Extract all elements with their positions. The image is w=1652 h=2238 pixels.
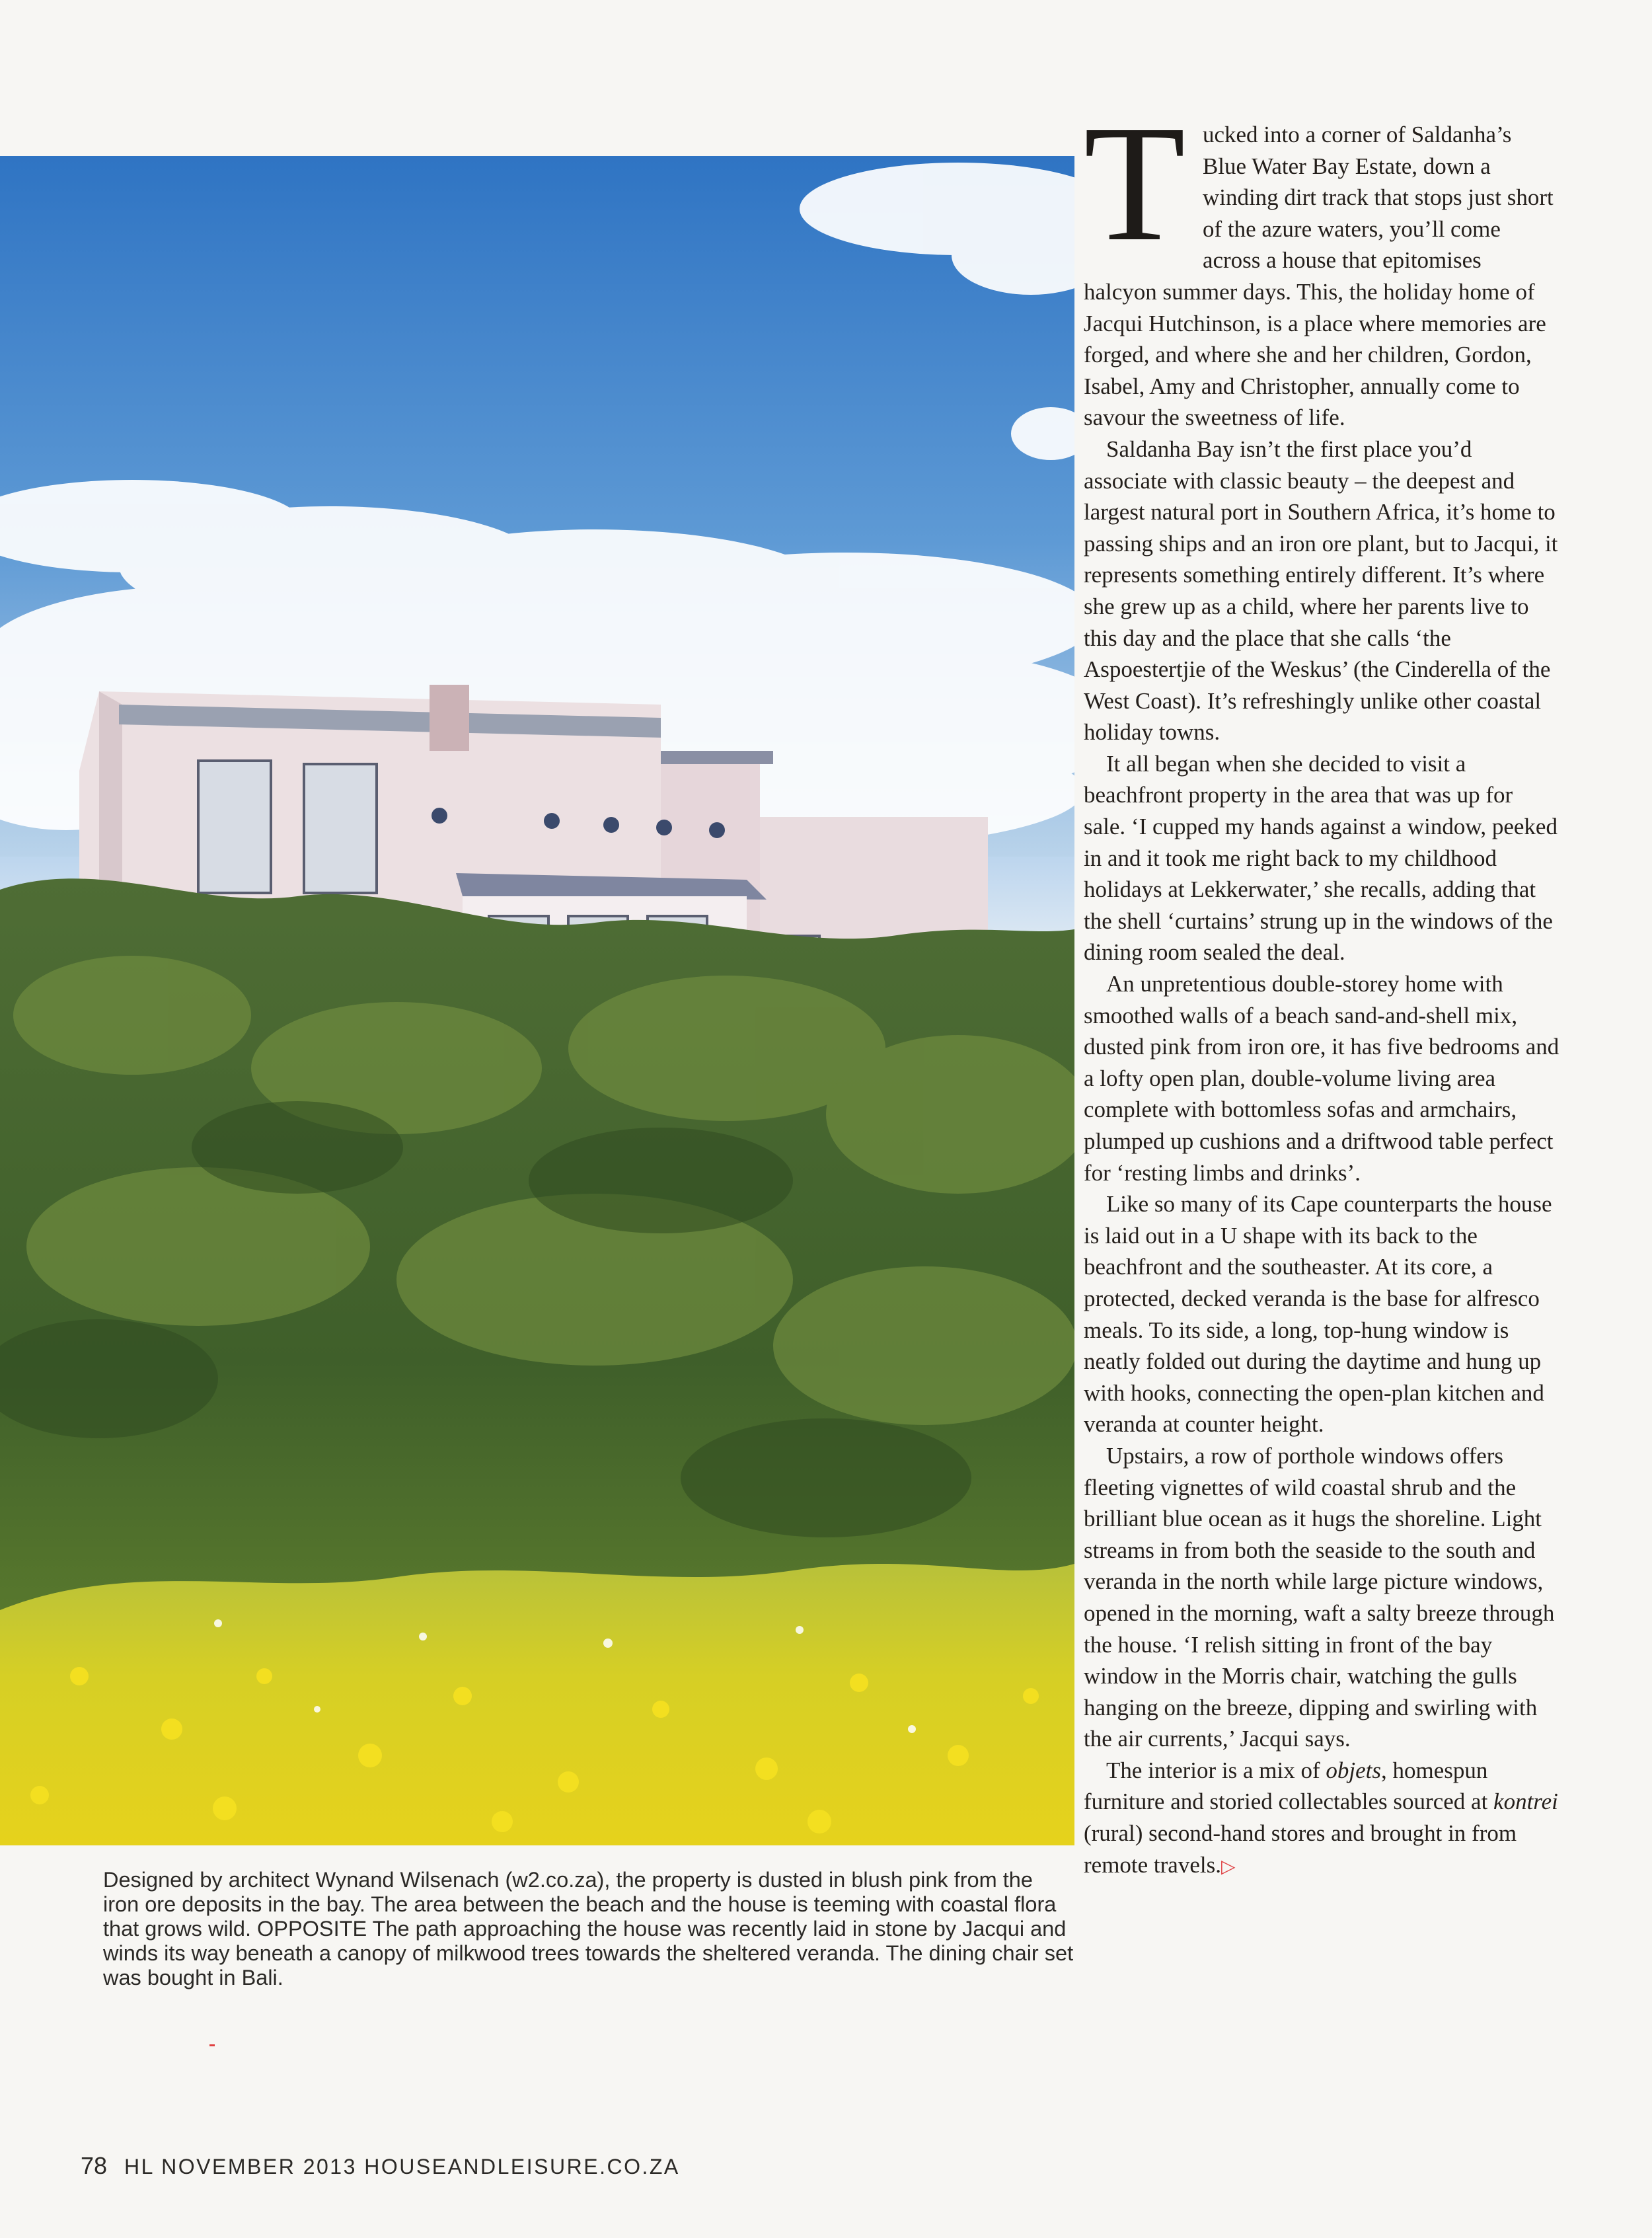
footer-text: HL NOVEMBER 2013 HOUSEANDLEISURE.CO.ZA [124, 2155, 680, 2179]
continue-arrow-icon: ▷ [1220, 1855, 1236, 1877]
photo-caption: Designed by architect Wynand Wilsenach (w2.co.za), the property is dusted in blush pink from the iron ore deposits in the bay. The area between the beach and the house is teeming with coastal flora that grows wild. OPPOSITE The path approaching the house was recently laid in stone by Jacqui and winds its way beneath a canopy of milkwood trees towards the sheltered veranda. The dining chair set was bought in Bali. [103, 1868, 1074, 1989]
paragraph-1-text: ucked into a corner of Saldanha’s Blue Water Bay Estate, down a winding dirt track that stops just short of the azure waters, you’ll come across a house that epitomises halcyon summer days. This, the holiday home of Jacqui Hutchinson, is a place where memories are forged, and where she and her children, Gordon, Isabel, Amy and Christopher, annually come to savour the sweetness of life. [1084, 122, 1554, 431]
paragraph-6: Upstairs, a row of porthole windows offers fleeting vignettes of wild coastal shrub and the brilliant blue ocean as it hugs the shoreline. Light streams in from both the seaside to the south and veranda in the north while large picture windows, opened in the morning, waft a salty breeze through the house. ‘I relish sitting in front of the bay window in the Morris chair, watching the gulls hanging on the breeze, dipping and swirling with the air currents,’ Jacqui says. [1084, 1442, 1555, 1752]
house-photo-illustration [0, 156, 1074, 1845]
paragraph-3: It all began when she decided to visit a beachfront property in the area that was up for sale. ‘I cupped my hands against a window, peeked in and it took me right back to my childhood holidays at Lekkerwater,’ she recalls, adding that the shell ‘curtains’ strung up in the windows of the dining room sealed the deal. [1084, 750, 1558, 966]
italic-objets: objets [1326, 1757, 1382, 1783]
paragraph-7 [1084, 1755, 1559, 1882]
page-footer [81, 2152, 680, 2180]
print-mark [209, 2044, 215, 2046]
paragraph-2: Saldanha Bay isn’t the first place you’d associate with classic beauty – the deepest and largest natural port in Southern Africa, it’s home to passing ships and an iron ore plant, but to Jacqui, it represents something entirely different. It’s where she grew up as a child, where her parents live to this day and the place that she calls ‘the Aspoestertjie of the Weskus’ (the Cinderella of the West Coast). It’s refreshingly unlike other coastal holiday towns. [1084, 436, 1558, 746]
paragraph-7-text-a: The interior is a mix of [1106, 1757, 1326, 1783]
paragraph-7-text-c: (rural) second-hand stores and brought in from remote travels. [1084, 1820, 1517, 1878]
paragraph-4: An unpretentious double-storey home with smoothed walls of a beach sand-and-shell mix, dusted pink from iron ore, it has five bedrooms and a lofty open plan, double-volume living area complete with bottomless sofas and armchairs, plumped up cushions and a driftwood table perfect for ‘resting limbs and drinks’. [1084, 971, 1559, 1186]
article-body [1084, 91, 1559, 1882]
paragraph-7-text-b: , homespun furniture and storied collectables sourced at [1084, 1757, 1494, 1815]
house-photo [0, 156, 1074, 1845]
drop-cap: T [1084, 91, 1185, 276]
page-number: 78 [81, 2152, 108, 2179]
paragraph-5: Like so many of its Cape counterparts the house is laid out in a U shape with its back to the beachfront and the southeaster. At its core, a protected, decked veranda is the base for alfresco meals. To its side, a long, top-hung window is neatly folded out during the daytime and hung up with hooks, connecting the open-plan kitchen and veranda at counter height. [1084, 1191, 1552, 1438]
paragraph-1 [1084, 91, 1559, 434]
italic-kontrei: kontrei [1493, 1789, 1558, 1815]
